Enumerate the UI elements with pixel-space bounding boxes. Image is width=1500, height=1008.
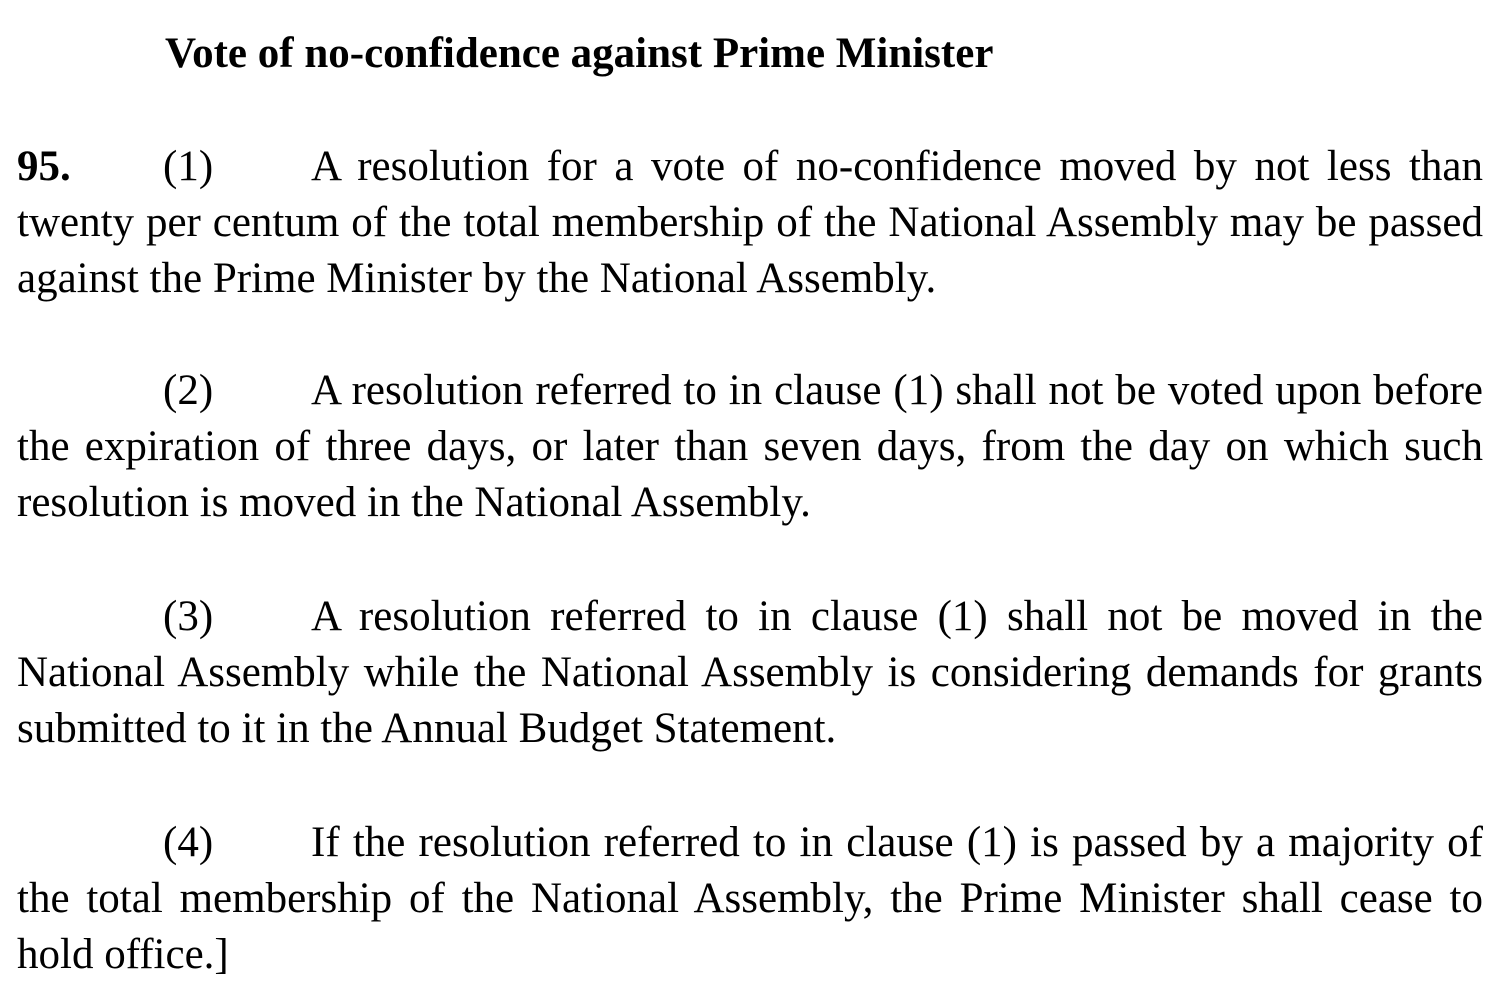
clause-2 — [17, 363, 1483, 531]
section-heading: Vote of no-confidence against Prime Minister — [165, 30, 994, 77]
clause-number: (4) — [163, 819, 214, 866]
clause-text: A resolution referred to in clause (1) shall not be voted upon before the expiration of three days, or later than seven days, from the day on which such resolution is moved in the National Assembly. — [17, 367, 1483, 526]
clause-number: (1) — [163, 143, 214, 190]
clause-text: If the resolution referred to in clause (1) is passed by a majority of the total membership of the National Assembly, the Prime Minister shall cease to hold office.] — [17, 819, 1483, 978]
clause-4 — [17, 815, 1483, 983]
clause-number: (2) — [163, 367, 214, 414]
section-number: 95. — [17, 143, 71, 190]
clause-text: A resolution for a vote of no-confidence moved by not less than twenty per centum of the total membership of the National Assembly may be passed against the Prime Minister by the National Assembly. — [17, 143, 1483, 302]
clause-text: A resolution referred to in clause (1) shall not be moved in the National Assembly while the National Assembly is considering demands for grants submitted to it in the Annual Budget Statement. — [17, 593, 1483, 752]
clause-number: (3) — [163, 593, 214, 640]
clause-3 — [17, 589, 1483, 757]
clause-1 — [17, 139, 1483, 307]
